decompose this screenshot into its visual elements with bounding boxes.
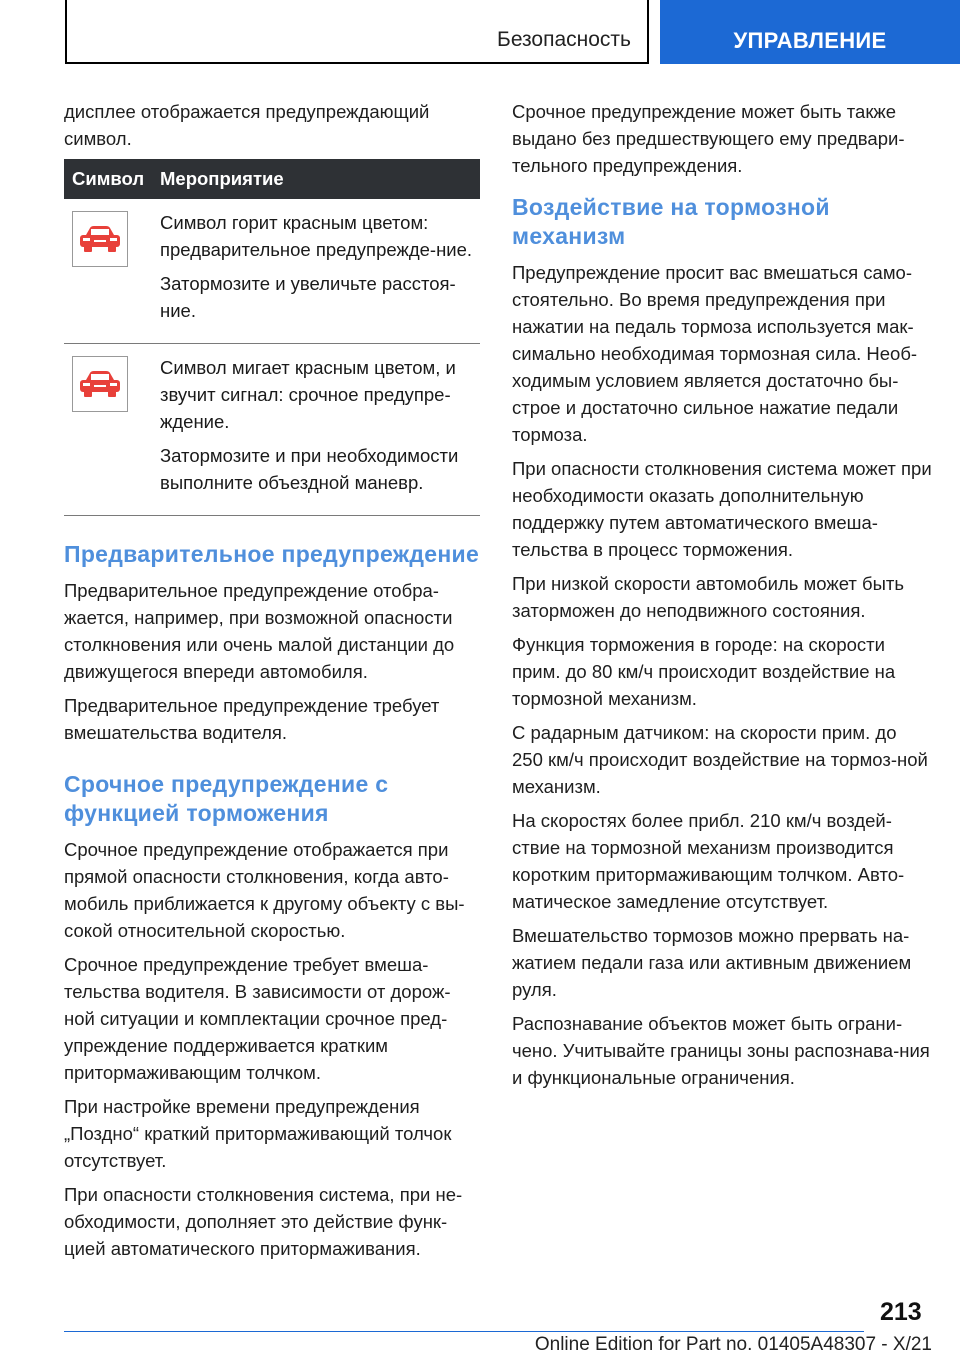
symbol-table: [64, 159, 480, 516]
table-row-line: Затормозите и увеличьте расстоя-ние.: [160, 273, 456, 321]
paragraph: Функция торможения в городе: на скорости прим. до 80 км/ч происходит воздействие на тормозной механизм.: [512, 634, 896, 709]
table-row: [64, 344, 480, 516]
right-column: [512, 98, 932, 1098]
paragraph: Срочное предупреждение отображается при прямой опасности столкновения, когда авто-мобиль приближается к другому объекту с вы-сокой относительной скоростью.: [64, 839, 465, 941]
header-chapter-tab: [660, 0, 960, 64]
page-number: 213: [880, 1298, 922, 1326]
left-column: [64, 98, 480, 1269]
car-warning-icon: [72, 211, 128, 267]
table-row-line: Затормозите и при необходимости выполните объездной маневр.: [160, 445, 459, 493]
table-row: [64, 199, 480, 344]
paragraph: Предупреждение просит вас вмешаться само-стоятельно. Во время предупреждения при нажатии на педаль тормоза используется мак-симально необходимая тормозная сила. Необ-ходимым условием является достаточно бы-строе и достаточно сильное нажатие педали тормоза.: [512, 262, 918, 445]
paragraph: С радарным датчиком: на скорости прим. до 250 км/ч происходит воздействие на тормоз-ной механизм.: [512, 722, 928, 797]
paragraph: Предварительное предупреждение требует вмешательства водителя.: [64, 695, 440, 743]
table-header-symbol: Символ: [72, 168, 145, 189]
header-section-box: [65, 0, 649, 64]
footer-divider: [64, 1331, 864, 1332]
left-intro: дисплее отображается предупреждающий символ.: [64, 101, 430, 149]
paragraph: При низкой скорости автомобиль может быть заторможен до неподвижного состояния.: [512, 573, 905, 621]
car-warning-icon: [72, 356, 128, 412]
paragraph: Распознавание объектов может быть ограни-чено. Учитывайте границы зоны распознава-ния и функциональные ограничения.: [512, 1013, 930, 1088]
header-section-title: Безопасность: [497, 28, 631, 51]
table-header-action: Мероприятие: [160, 168, 284, 189]
section-title-pre-warning: Предварительное предупреждение: [64, 541, 480, 567]
section-title-brake-action: Воздействие на тормозной механизм: [512, 194, 830, 249]
paragraph: Предварительное предупреждение отобра-жается, например, при возможной опасности столкновения или очень малой дистанции до движущегося впереди автомобиля.: [64, 580, 455, 682]
paragraph: На скоростях более прибл. 210 км/ч воздей-ствие на тормозной механизм производится коротким притормаживающим толчком. Авто-матическое замедление отсутствует.: [512, 810, 905, 912]
section-title-urgent-warning: Срочное предупреждение с функцией торможения: [64, 771, 389, 826]
paragraph: Вмешательство тормозов можно прервать на-жатием педали газа или активным движением руля.: [512, 925, 912, 1000]
paragraph: При настройке времени предупреждения „Поздно“ краткий притормаживающий толчок отсутствует.: [64, 1096, 452, 1171]
table-row-line: Символ мигает красным цветом, и звучит сигнал: срочное предупре-ждение.: [160, 357, 456, 432]
paragraph: Срочное предупреждение требует вмеша-тельства водителя. В зависимости от дорож-ной ситуации и комплектации срочное пред-упреждение поддерживается кратким притормаживающим толчком.: [64, 954, 451, 1083]
table-header: [64, 159, 480, 199]
paragraph: При опасности столкновения система может при необходимости оказать дополнительную поддержку путем автоматического вмеша-тельства в процесс торможения.: [512, 458, 932, 560]
paragraph: При опасности столкновения система, при не-обходимости, дополняет это действие функ-цией автоматического притормаживания.: [64, 1184, 463, 1259]
header-chapter-title: УПРАВЛЕНИЕ: [733, 28, 887, 53]
table-row-line: Символ горит красным цветом: предварительное предупрежде-ние.: [160, 212, 473, 260]
footer-edition: Online Edition for Part no. 01405A48307 - X/21: [534, 1334, 932, 1355]
right-intro: Срочное предупреждение может быть также выдано без предшествующего ему предвари-тельного предупреждения.: [512, 101, 905, 176]
